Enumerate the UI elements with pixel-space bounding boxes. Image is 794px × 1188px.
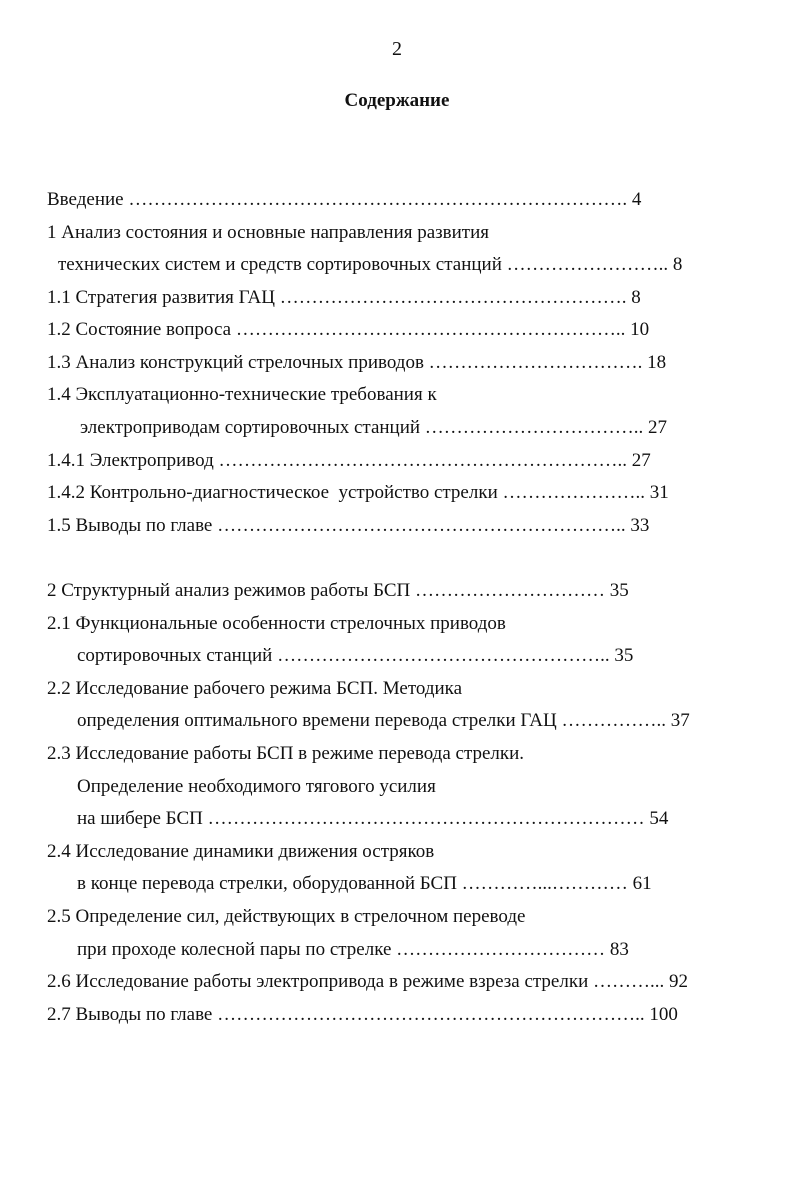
toc-entry-2-2[interactable] bbox=[47, 677, 462, 701]
page-title: Содержание bbox=[344, 90, 450, 111]
toc-entry-1-5[interactable] bbox=[47, 514, 649, 538]
toc-entry-2-4-cont[interactable] bbox=[77, 872, 652, 896]
toc-entry-2-1[interactable] bbox=[47, 612, 506, 636]
toc-entry-2-4[interactable] bbox=[47, 840, 434, 864]
toc-entry-text: в конце перевода стрелки, оборудованной БСП …………...………… 61 bbox=[77, 873, 652, 894]
toc-entry-chapter-2[interactable] bbox=[47, 579, 629, 603]
page-number: 2 bbox=[392, 38, 402, 60]
toc-entry-text: 1.2 Состояние вопроса …………………………………………………….. 10 bbox=[47, 319, 650, 340]
toc-entry-text: 1.4.2 Контрольно-диагностическое устройство стрелки ………………….. 31 bbox=[47, 482, 669, 503]
toc-entry-text: 2.3 Исследование работы БСП в режиме перевода стрелки. bbox=[47, 743, 525, 764]
toc-entry-text: 2.1 Функциональные особенности стрелочных приводов bbox=[47, 613, 506, 634]
toc-entry-1-1[interactable] bbox=[47, 286, 641, 310]
toc-entry-text: на шибере БСП …………………………………………………………… 54 bbox=[77, 808, 669, 829]
toc-entry-1-2[interactable] bbox=[47, 318, 649, 342]
toc-entry-2-3[interactable] bbox=[47, 742, 524, 766]
toc-entry-text: 2 Структурный анализ режимов работы БСП ………………………… 35 bbox=[47, 580, 629, 601]
toc-entry-1-3[interactable] bbox=[47, 351, 666, 375]
toc-entry-2-2-cont[interactable] bbox=[77, 709, 690, 733]
toc-entry-text: 1 Анализ состояния и основные направления развития bbox=[47, 222, 490, 243]
toc-entry-chapter-1-cont[interactable] bbox=[58, 253, 682, 277]
toc-entry-2-3-cont-2[interactable] bbox=[77, 807, 668, 831]
toc-entry-text: Определение необходимого тягового усилия bbox=[77, 776, 436, 797]
toc-entry-2-3-cont[interactable] bbox=[77, 775, 436, 799]
toc-entry-2-7[interactable] bbox=[47, 1003, 678, 1027]
toc-entry-text: 2.6 Исследование работы электропривода в режиме взреза стрелки ………... 92 bbox=[47, 971, 688, 992]
toc-entry-text: 2.5 Определение сил, действующих в стрелочном переводе bbox=[47, 906, 526, 927]
toc-entry-text: электроприводам сортировочных станций …………………………….. 27 bbox=[80, 417, 668, 438]
toc-entry-1-4-1[interactable] bbox=[47, 449, 651, 473]
toc-entry-text: сортировочных станций …………………………………………….. 35 bbox=[77, 645, 634, 666]
toc-entry-2-5[interactable] bbox=[47, 905, 525, 929]
toc-entry-introduction[interactable] bbox=[47, 188, 641, 212]
toc-entry-text: 2.2 Исследование рабочего режима БСП. Методика bbox=[47, 678, 463, 699]
toc-entry-text: 2.7 Выводы по главе ………………………………………………………….. 100 bbox=[47, 1004, 678, 1025]
toc-entry-text: 1.5 Выводы по главе ……………………………………………………….. 33 bbox=[47, 515, 650, 536]
toc-entry-text: 1.4.1 Электропривод ……………………………………………………….. 27 bbox=[47, 450, 651, 471]
toc-entry-text: 1.3 Анализ конструкций стрелочных приводов ……………………………. 18 bbox=[47, 352, 667, 373]
toc-entry-text: определения оптимального времени перевода стрелки ГАЦ …………….. 37 bbox=[77, 710, 690, 731]
toc-entry-chapter-1[interactable] bbox=[47, 221, 489, 245]
toc-entry-text: Введение ……………………………………………………………………. 4 bbox=[47, 189, 642, 210]
toc-entry-2-1-cont[interactable] bbox=[77, 644, 633, 668]
toc-entry-text: технических систем и средств сортировочных станций …………………….. 8 bbox=[58, 254, 683, 275]
toc-entry-1-4[interactable] bbox=[47, 383, 437, 407]
toc-entry-text: 1.1 Стратегия развития ГАЦ ………………………………………………. 8 bbox=[47, 287, 641, 308]
toc-entry-2-5-cont[interactable] bbox=[77, 938, 629, 962]
toc-entry-1-4-cont[interactable] bbox=[80, 416, 667, 440]
toc-entry-text: 2.4 Исследование динамики движения остряков bbox=[47, 841, 435, 862]
toc-entry-1-4-2[interactable] bbox=[47, 481, 669, 505]
toc-entry-text: при проходе колесной пары по стрелке …………………………… 83 bbox=[77, 939, 629, 960]
toc-entry-2-6[interactable] bbox=[47, 970, 688, 994]
toc-entry-text: 1.4 Эксплуатационно-технические требования к bbox=[47, 384, 437, 405]
